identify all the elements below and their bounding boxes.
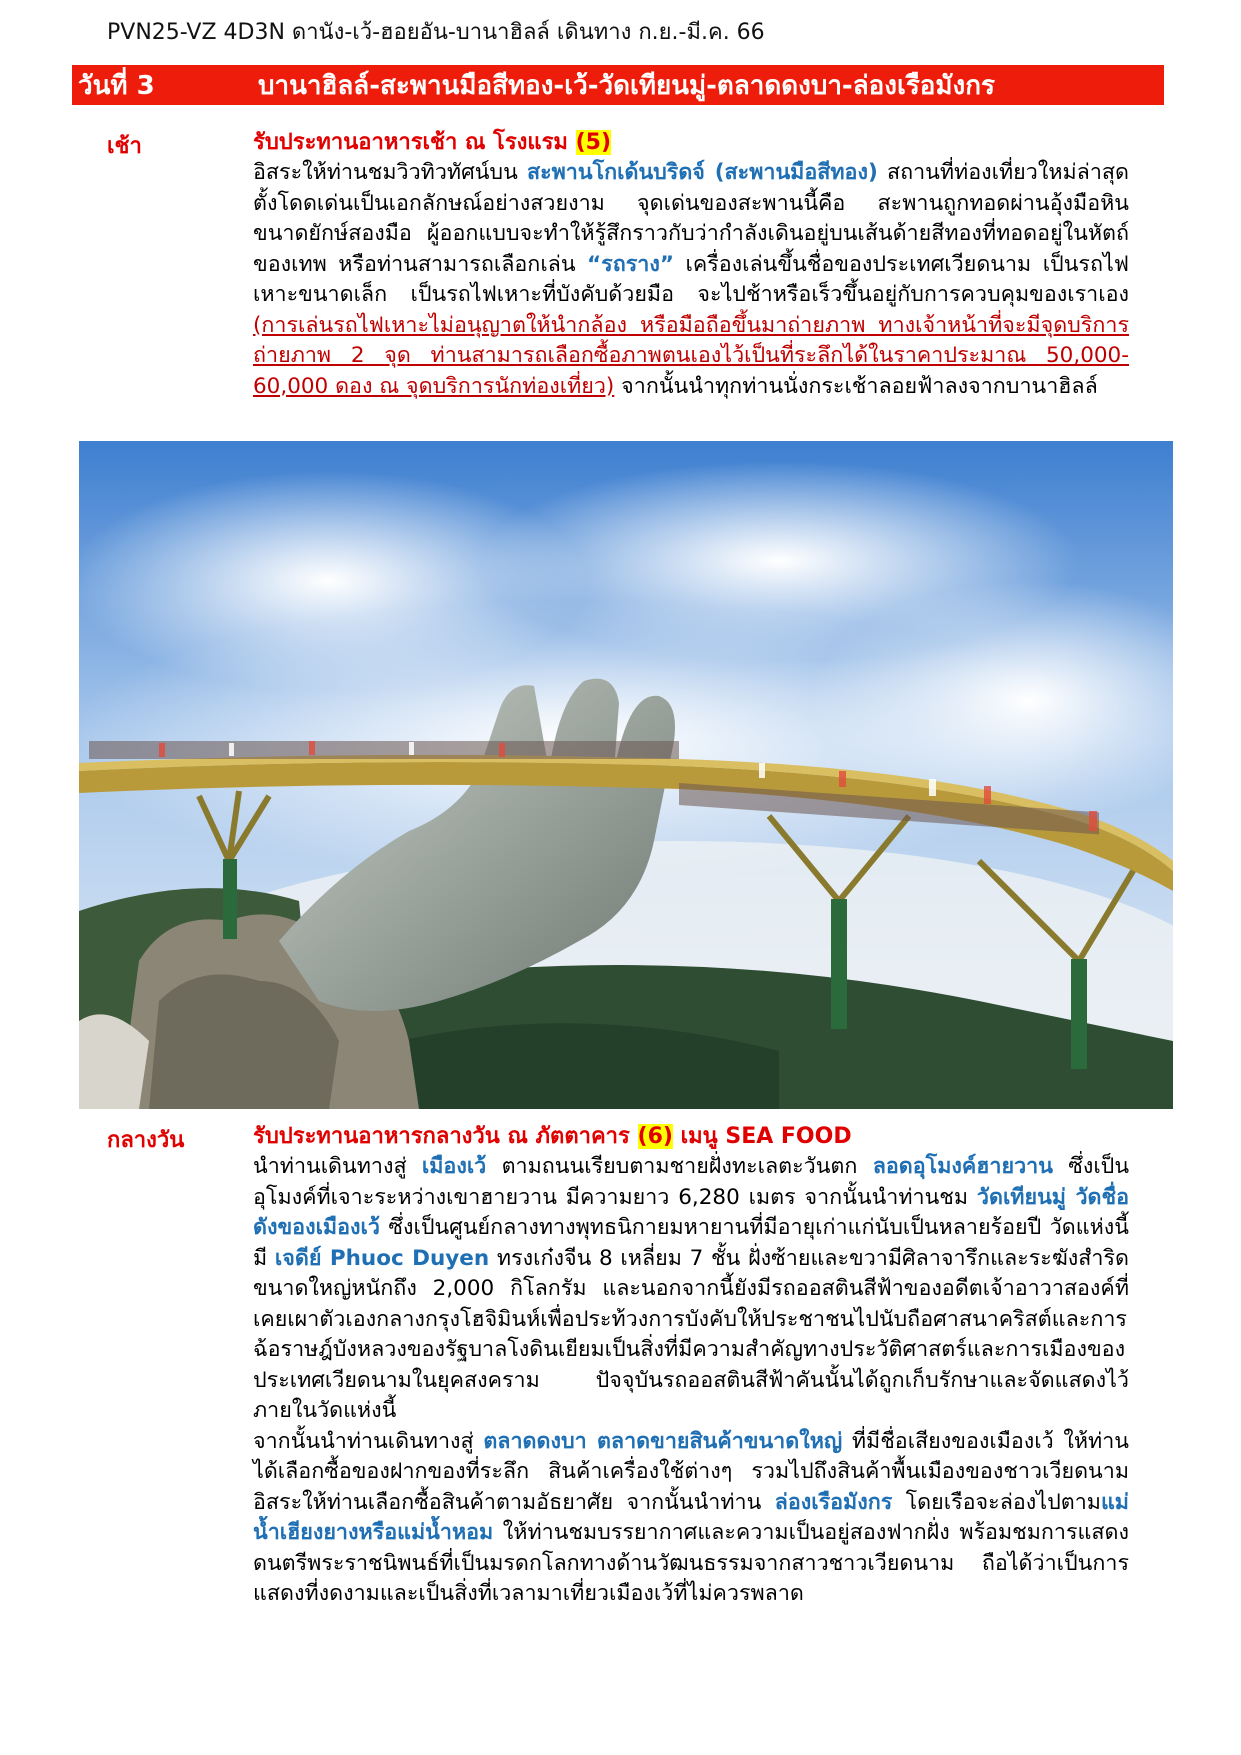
day-route: บานาฮิลล์-สะพานมือสีทอง-เว้-วัดเทียนมู่-ตลาดดงบา-ล่องเรือมังกร — [258, 70, 995, 101]
breakfast-text: รับประทานอาหารเช้า ณ โรงแรม — [253, 130, 568, 155]
text-run: ที่มีชื่อเสียงของเมืองเว้ ให้ท่านได้เลือกซื้อของฝากของที่ระลึก สินค้าเครื่องใช้ต่างๆ รวมไปถึงสินค้าพื้นเมืองของชาวเวียดนาม อิสระให้ท่านเลือกซื้อสินค้าตามอัธยาศัย จากนั้นนำท่าน — [253, 1428, 1129, 1515]
text-run: จากนั้นนำทุกท่านนั่งกระเช้าลอยฟ้าลงจากบานาฮิลล์ — [614, 373, 1098, 399]
midday-paragraph-1 — [253, 1152, 1129, 1427]
text-run: อิสระให้ท่านชมวิวทิวทัศน์บน — [253, 160, 527, 185]
breakfast-line — [253, 128, 1129, 158]
text-run: นำท่านเดินทางสู่ — [253, 1154, 422, 1179]
highlight-hue: เมืองเว้ — [421, 1154, 487, 1179]
text-run: สถานที่ท่องเที่ยวใหม่ล่าสุดตั้งโดดเด่นเป็นเอกลักษณ์อย่างสวยงาม จุดเด่นของสะพานนี้คือ สะพานถูกทอดผ่านอุ้งมือหินขนาดยักษ์สองมือ ผู้ออกแบบจะทำให้รู้สึกราวกับว่ากำลังเดินอยู่บนเส้นด้ายสีทองที่ทอดอยู่ในหัตถ์ของเทพ หรือท่านสามารถเลือกเล่น — [253, 160, 1129, 277]
highlight-pagoda: เจดีย์ Phuoc Duyen — [274, 1245, 490, 1271]
text-run: ซึ่งเป็นอุโมงค์ที่เจาะระหว่างเขาฮายวาน มีความยาว 6,280 เมตร จากนั้นนำท่านชม — [253, 1154, 1130, 1210]
text-run: จากนั้นนำท่านเดินทางสู่ — [253, 1428, 484, 1454]
morning-label: เช้า — [107, 134, 142, 159]
text-run: ตามถนนเรียบตามชายฝั่งทะเลตะวันตก — [486, 1154, 873, 1179]
highlight-tram: “รถราง” — [587, 251, 674, 277]
meal-number: (6) — [637, 1124, 673, 1149]
lunch-line — [253, 1122, 1129, 1152]
highlight-perfume-river: แม่น้ำเฮียงยางหรือแม่น้ำหอม — [253, 1489, 1129, 1545]
highlight-dong-ba-market: ตลาดดงบา ตลาดขายสินค้าขนาดใหญ่ — [483, 1428, 843, 1454]
highlight-thien-mu: วัดเทียนมู่ วัดชื่อดังของเมืองเว้ — [253, 1184, 1129, 1240]
text-run: ให้ท่านชมบรรยากาศและความเป็นอยู่สองฟากฝั่ง พร้อมชมการแสดงดนตรีพระราชนิพนธ์ที่เป็นมรดกโลกทางด้านวัฒนธรรมจากสาวชาวเวียดนาม ถือได้ว่าเป็นการแสดงที่งดงามและเป็นสิ่งที่เวลามาเที่ยวเมืองเว้ที่ไม่ควรพลาด — [253, 1520, 1129, 1606]
lunch-text: รับประทานอาหารกลางวัน ณ ภัตตาคาร — [253, 1124, 630, 1149]
highlight-golden-bridge: สะพานโกเด้นบริดจ์ (สะพานมือสีทอง) — [526, 160, 878, 185]
text-run: ทรงเก๋งจีน 8 เหลี่ยม 7 ชั้น ฝั่งซ้ายและขวามีศิลาจารึกและระฆังสำริดขนาดใหญ่หนักถึง 2,000 กิโลกรัม และนอกจากนี้ยังมีรถออสตินสีฟ้าของอดีตเจ้าอาวาสองค์ที่เคยเผาตัวเองกลางกรุงโฮจิมินห์เพื่อประท้วงการบังคับให้ประชาชนไปนับถือศาสนาคริสต์และการฉ้อราษฎ์บังหลวงของรัฐบาลโงดินเยียมเป็นสิ่งที่มีความสำคัญทางประวัติศาสตร์และการเมืองของประเทศเวียดนามในยุคสงคราม ปัจจุบันรถออสตินสีฟ้าคันนั้นได้ถูกเก็บรักษาและจัดแสดงไว้ภายในวัดแห่งนี้ — [253, 1245, 1130, 1423]
midday-paragraph-2 — [253, 1427, 1129, 1610]
lunch-menu: เมนู SEA FOOD — [680, 1124, 852, 1149]
morning-paragraph — [253, 158, 1129, 402]
text-run: ซึ่งเป็นศูนย์กลางทางพุทธนิกายมหายานที่มีอายุเก่าแก่นับเป็นหลายร้อยปี วัดแห่งนี้มี — [253, 1215, 1129, 1271]
warning-note: (การเล่นรถไฟเหาะไม่อนุญาตให้นำกล้อง หรือมือถือขึ้นมาถ่ายภาพ ทางเจ้าหน้าที่จะมีจุดบริการถ่ายภาพ 2 จุด ท่านสามารถเลือกซื้อภาพตนเองไว้เป็นที่ระลึกได้ในราคาประมาณ 50,000-60,000 ดอง ณ จุดบริการนักท่องเที่ยว) — [253, 312, 1129, 399]
day-title-bar — [72, 65, 1164, 105]
midday-body — [253, 1122, 1129, 1610]
highlight-dragon-boat: ล่องเรือมังกร — [774, 1489, 893, 1515]
golden-bridge-photo — [79, 441, 1173, 1109]
morning-body — [253, 128, 1129, 402]
highlight-hai-van-tunnel: ลอดอุโมงค์ฮายวาน — [872, 1154, 1053, 1179]
text-run: โดยเรือจะล่องไปตาม — [892, 1489, 1101, 1515]
midday-label: กลางวัน — [107, 1128, 185, 1153]
text-run: เครื่องเล่นขึ้นชื่อของประเทศเวียดนาม เป็นรถไฟเหาะขนาดเล็ก เป็นรถไฟเหาะที่บังคับด้วยมือ จะไปช้าหรือเร็วขึ้นอยู่กับการควบคุมของเราเอง — [253, 251, 1129, 307]
meal-number: (5) — [575, 130, 612, 155]
day-number: วันที่ 3 — [78, 70, 155, 101]
document-header: PVN25-VZ 4D3N ดานัง-เว้-ฮอยอัน-บานาฮิลล์ เดินทาง ก.ย.-มี.ค. 66 — [107, 20, 765, 45]
